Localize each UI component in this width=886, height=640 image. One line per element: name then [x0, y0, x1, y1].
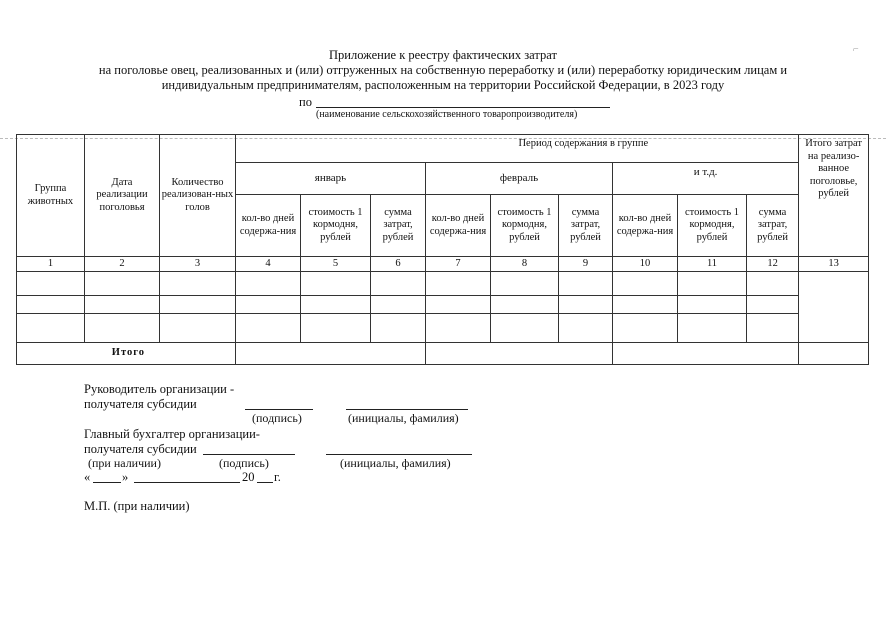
head-signature-field[interactable]	[245, 409, 313, 410]
date-year-prefix: 20	[242, 470, 255, 484]
sub-cost: стоимость 1 кормодня, рублей	[301, 195, 371, 257]
date-day-field[interactable]	[93, 482, 121, 483]
col-header-period: Период содержания в группе	[236, 135, 799, 163]
total-cell[interactable]	[799, 272, 869, 343]
col-number: 2	[85, 257, 160, 272]
itogo-label: Итого	[17, 343, 236, 365]
sub-sum: сумма затрат, рублей	[371, 195, 426, 257]
sub-cost: стоимость 1 кормодня, рублей	[491, 195, 559, 257]
col-number: 10	[613, 257, 678, 272]
accountant-podpis-caption: (подпись)	[219, 456, 269, 470]
sub-sum: сумма затрат, рублей	[747, 195, 799, 257]
date-year-suffix: г.	[274, 470, 281, 484]
col-header-total: Итого затрат на реализо-ванное поголовье, рублей	[799, 135, 869, 257]
table-row	[17, 272, 869, 296]
po-label: по	[299, 95, 312, 109]
sub-days: кол-во дней содержа-ния	[613, 195, 678, 257]
head-podpis-caption: (подпись)	[252, 411, 302, 425]
col-number: 13	[799, 257, 869, 272]
date-year-field[interactable]	[257, 482, 273, 483]
col-header-count: Количество реализован-ных голов	[160, 135, 236, 257]
col-number: 3	[160, 257, 236, 272]
col-number: 6	[371, 257, 426, 272]
col-number: 4	[236, 257, 301, 272]
cost-table	[16, 134, 869, 365]
accountant-pri-nalichii: (при наличии)	[88, 456, 161, 470]
scan-mark: ⌐	[853, 44, 859, 55]
col-number: 1	[17, 257, 85, 272]
head-label-2: получателя субсидии	[84, 397, 197, 411]
producer-name-field[interactable]	[316, 107, 610, 108]
col-number: 12	[747, 257, 799, 272]
date-month-field[interactable]	[134, 482, 240, 483]
itogo-total[interactable]	[799, 343, 869, 365]
accountant-initials-caption: (инициалы, фамилия)	[340, 456, 451, 470]
accountant-signature-field[interactable]	[203, 454, 295, 455]
month-etc: и т.д.	[613, 163, 799, 195]
table-row	[17, 296, 869, 314]
col-number: 11	[678, 257, 747, 272]
accountant-name-field[interactable]	[326, 454, 472, 455]
month-february: февраль	[426, 163, 613, 195]
itogo-february[interactable]	[426, 343, 613, 365]
col-number: 8	[491, 257, 559, 272]
col-header-date: Дата реализации поголовья	[85, 135, 160, 257]
sub-days: кол-во дней содержа-ния	[426, 195, 491, 257]
producer-caption: (наименование сельскохозяйственного товаропроизводителя)	[316, 109, 578, 120]
header-line-1: Приложение к реестру фактических затрат	[329, 48, 557, 62]
sub-sum: сумма затрат, рублей	[559, 195, 613, 257]
col-number: 9	[559, 257, 613, 272]
stamp-place-label: М.П. (при наличии)	[84, 499, 190, 513]
header-line-2: на поголовье овец, реализованных и (или) отгруженных на собственную переработку и (или) переработку юридическим лицам и	[98, 63, 788, 77]
itogo-row	[17, 343, 869, 365]
table-row	[17, 314, 869, 343]
col-header-group: Группа животных	[17, 135, 85, 257]
header-line-3: индивидуальным предпринимателям, расположенным на территории Российской Федерации, в 2023 году	[161, 78, 725, 92]
date-open-quote: «	[84, 470, 91, 484]
month-january: январь	[236, 163, 426, 195]
itogo-etc[interactable]	[613, 343, 799, 365]
date-close-quote: »	[122, 470, 129, 484]
col-number: 7	[426, 257, 491, 272]
sub-cost: стоимость 1 кормодня, рублей	[678, 195, 747, 257]
itogo-january[interactable]	[236, 343, 426, 365]
accountant-label-1: Главный бухгалтер организации-	[84, 427, 260, 441]
accountant-label-2: получателя субсидии	[84, 442, 197, 456]
col-number: 5	[301, 257, 371, 272]
head-initials-caption: (инициалы, фамилия)	[348, 411, 459, 425]
head-label-1: Руководитель организации -	[84, 382, 235, 396]
sub-days: кол-во дней содержа-ния	[236, 195, 301, 257]
head-name-field[interactable]	[346, 409, 468, 410]
